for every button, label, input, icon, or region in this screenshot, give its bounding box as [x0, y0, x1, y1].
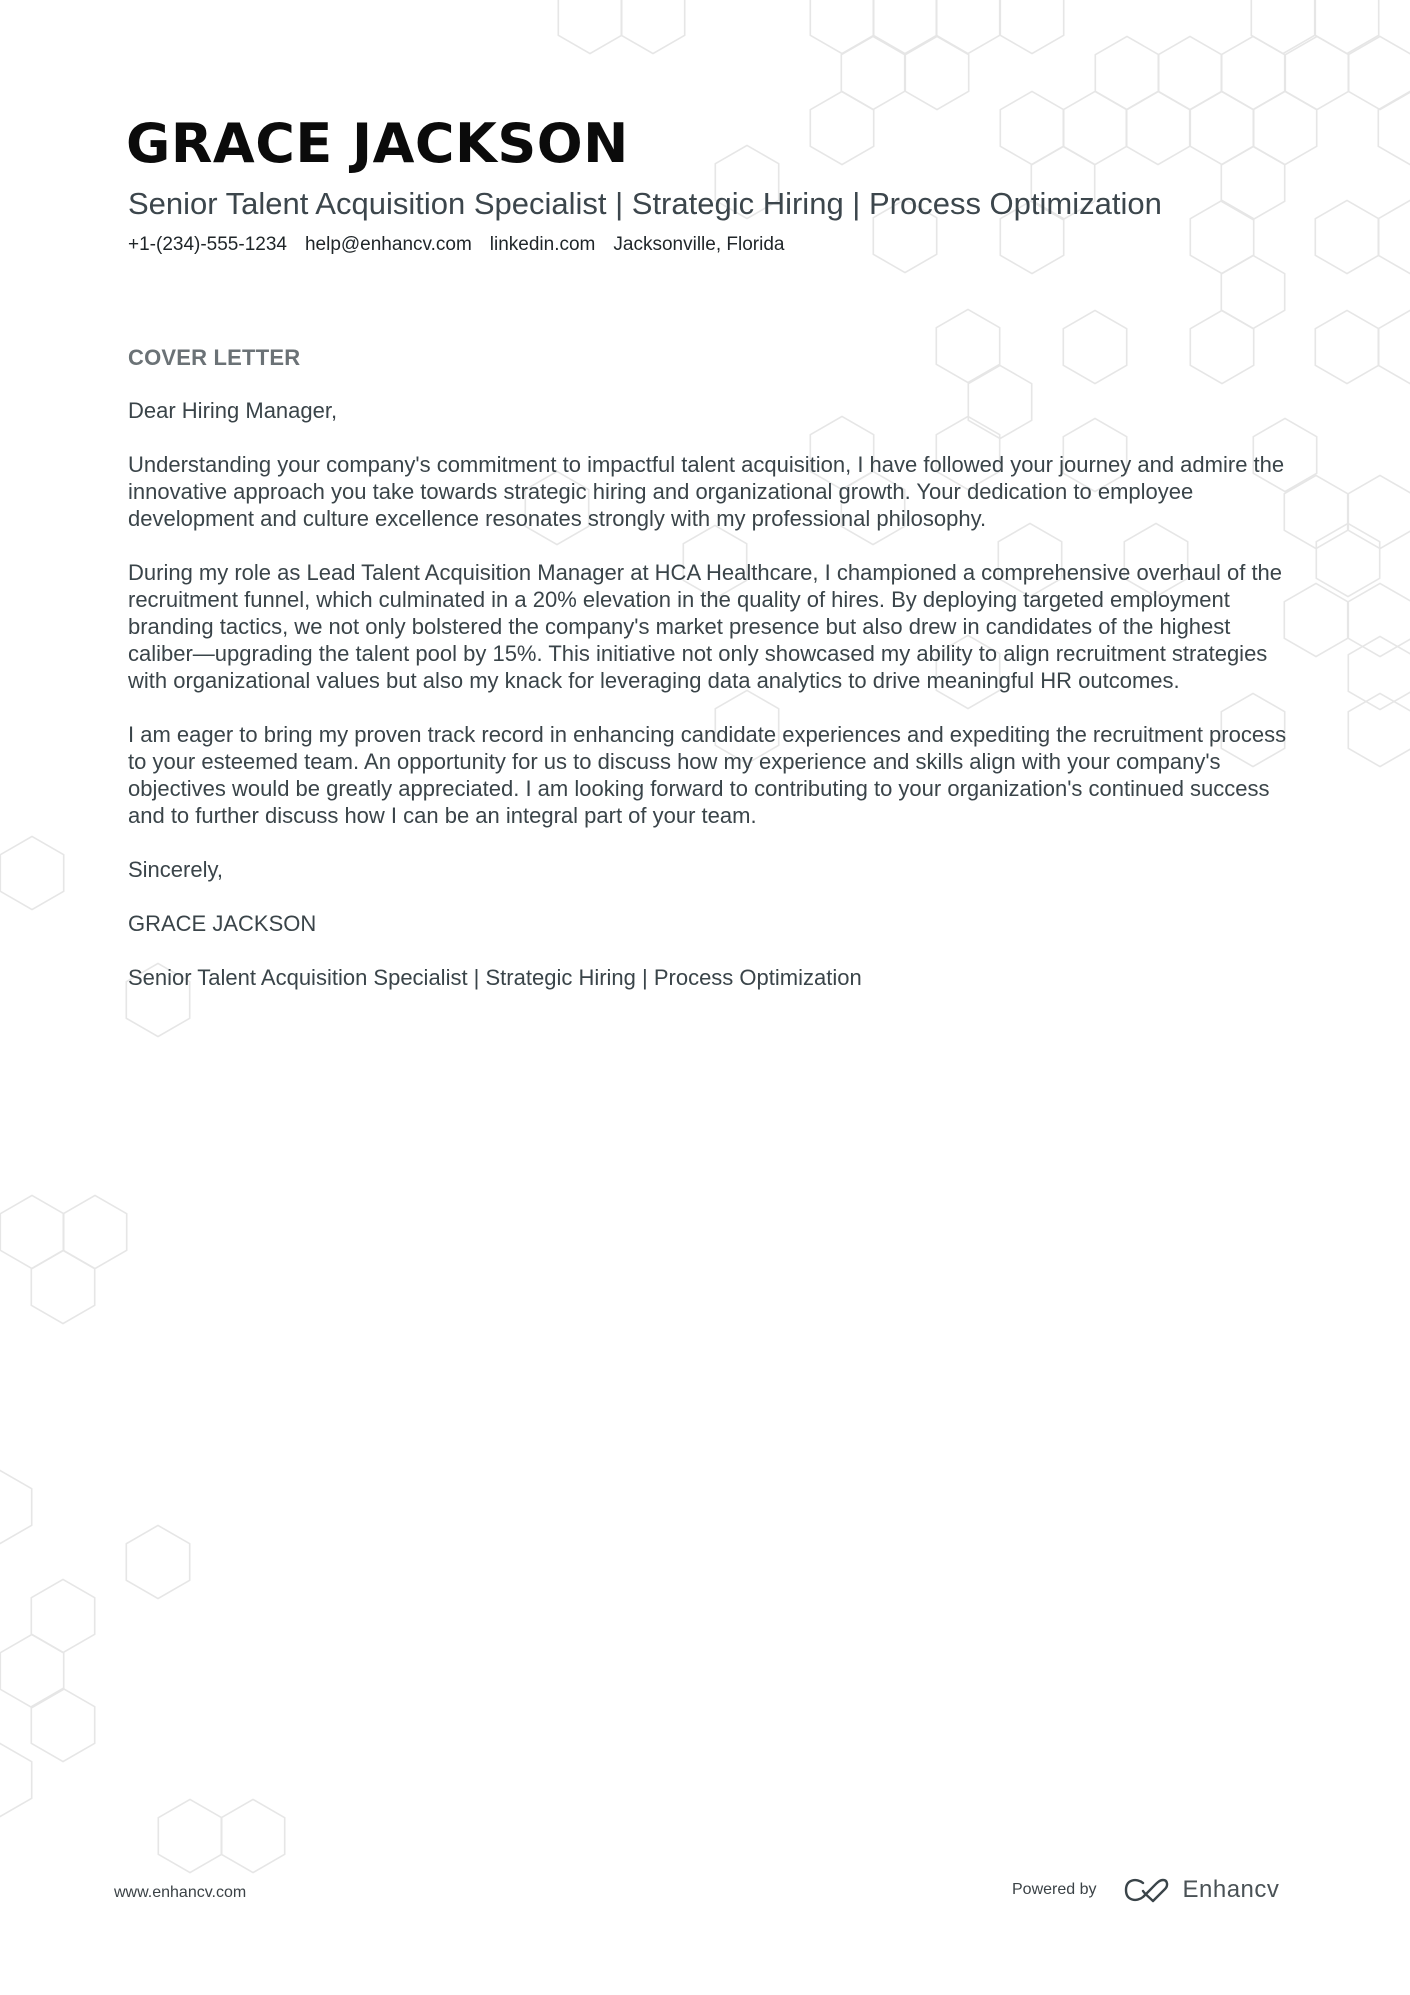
signature-name: GRACE JACKSON	[128, 911, 317, 936]
paragraph-intro: Understanding your company's commitment to impactful talent acquisition, I have followed your journey and admire the innovative approach you take towards strategic hiring and organizational growth. Your dedication to employee development and culture excellence resonates strongly with my professional philosophy.	[128, 452, 1285, 531]
enhancv-brand	[1123, 1876, 1280, 1904]
applicant-name: GRACE JACKSON	[126, 112, 629, 175]
linkedin-link[interactable]: linkedin.com	[489, 234, 596, 255]
paragraph-experience: During my role as Lead Talent Acquisition Manager at HCA Healthcare, I championed a comprehensive overhaul of the recruitment funnel, which culminated in a 20% elevation in the quality of hires. By deploying targeted employment branding tactics, we not only bolstered the company's market presence but also drew in candidates of the highest caliber—upgrading the talent pool by 15%. This initiative not only showcased my ability to align recruitment strategies with organizational values but also my knack for leveraging data analytics to drive meaningful HR outcomes.	[128, 560, 1283, 693]
brand-name: Enhancv	[1182, 1876, 1280, 1903]
location: Jacksonville, Florida	[613, 234, 785, 255]
closing-salutation: Sincerely,	[128, 857, 223, 882]
powered-by-badge[interactable]	[1012, 1876, 1279, 1904]
applicant-title: Senior Talent Acquisition Specialist | Strategic Hiring | Process Optimization	[128, 186, 1162, 221]
signature-title: Senior Talent Acquisition Specialist | Strategic Hiring | Process Optimization	[128, 965, 862, 990]
email-link[interactable]: help@enhancv.com	[304, 234, 472, 255]
greeting: Dear Hiring Manager,	[128, 398, 338, 423]
powered-by-label: Powered by	[1012, 1881, 1097, 1898]
letter-body	[128, 397, 1293, 1018]
website-link[interactable]: www.enhancv.com	[114, 1884, 247, 1901]
phone-number: +1-(234)-555-1234	[128, 234, 287, 255]
paragraph-closing: I am eager to bring my proven track record in enhancing candidate experiences and expediting the recruitment process to your esteemed team. An opportunity for us to discuss how my experience and skills align with your company's objectives would be greatly appreciated. I am looking forward to contributing to your organization's continued success and to further discuss how I can be an integral part of your team.	[128, 722, 1287, 828]
contact-info	[128, 233, 784, 257]
enhancv-logo-icon	[1123, 1877, 1171, 1903]
section-title-cover-letter: COVER LETTER	[128, 345, 301, 370]
